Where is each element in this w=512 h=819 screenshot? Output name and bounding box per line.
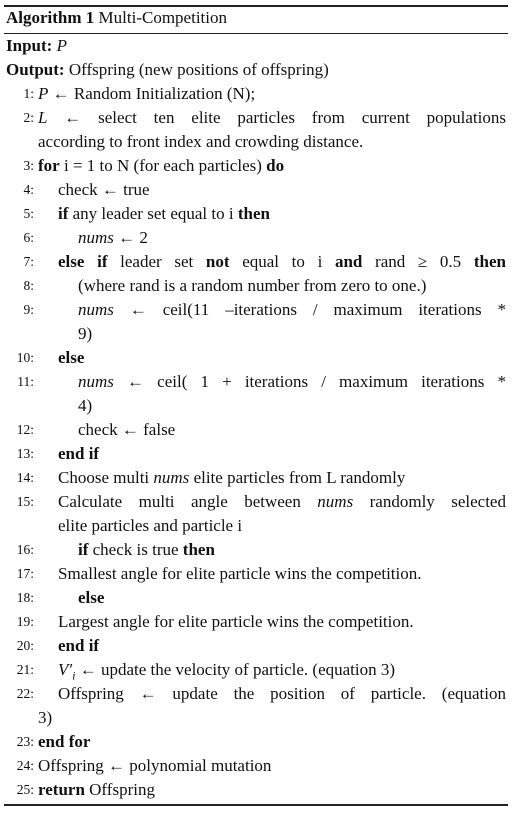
- keyword: if: [58, 204, 69, 223]
- line-text: [78, 419, 175, 441]
- line-number: 9:: [23, 302, 34, 317]
- line-text: [58, 203, 270, 225]
- line-number: 4:: [23, 182, 34, 197]
- input-value: P: [56, 36, 67, 55]
- line-text: [78, 395, 92, 417]
- line-fragment: (where rand is a random number from zero to one.): [78, 276, 427, 295]
- math-symbol: nums: [78, 300, 114, 319]
- algorithm-line: [0, 491, 512, 515]
- line-text: [38, 107, 506, 129]
- line-fragment: check ← false: [78, 420, 176, 439]
- line-fragment: ← select ten elite particles from current populations: [47, 108, 506, 127]
- line-fragment: check is true: [88, 540, 183, 559]
- keyword: else: [78, 588, 105, 607]
- algorithm-line: [0, 83, 512, 107]
- line-number: 20:: [16, 638, 34, 653]
- line-fragment: according to front index and crowding distance.: [38, 132, 364, 151]
- line-number: 22:: [16, 686, 34, 701]
- keyword: then: [237, 204, 270, 223]
- math-symbol: L: [38, 108, 48, 127]
- math-symbol: V′: [58, 660, 73, 679]
- algorithm-line: [0, 155, 512, 179]
- line-fragment: 3): [38, 708, 53, 727]
- keyword: else: [58, 348, 85, 367]
- line-text: [78, 539, 215, 561]
- line-number: 15:: [16, 494, 34, 509]
- line-text: [58, 347, 84, 369]
- algorithm-line: [0, 419, 512, 443]
- line-number: 12:: [16, 422, 34, 437]
- algorithm-line: [0, 227, 512, 251]
- line-text: [58, 443, 99, 465]
- line-text: [78, 299, 506, 321]
- line-number: 18:: [16, 590, 34, 605]
- line-text: [38, 731, 90, 753]
- keyword: and: [334, 252, 363, 271]
- algorithm-line: [0, 323, 512, 347]
- line-fragment: Choose multi: [58, 468, 154, 487]
- keyword: end if: [58, 444, 100, 463]
- algorithm-line: [0, 779, 512, 803]
- keyword: return: [38, 780, 85, 799]
- algorithm-line: [0, 539, 512, 563]
- algorithm-line: [0, 395, 512, 419]
- line-fragment: Calculate multi angle between: [58, 492, 318, 511]
- algorithm-line: [0, 563, 512, 587]
- algorithm-line: [0, 107, 512, 131]
- line-fragment: equal to i: [229, 252, 335, 271]
- keyword: then: [182, 540, 215, 559]
- keyword: not: [205, 252, 230, 271]
- line-text: [38, 779, 155, 801]
- input-label: Input:: [6, 36, 53, 55]
- line-number: 25:: [16, 782, 34, 797]
- algorithm-caption: [0, 7, 512, 31]
- line-number: 1:: [23, 86, 34, 101]
- line-fragment: Largest angle for elite particle wins the competition.: [58, 612, 414, 631]
- line-fragment: Offspring ← polynomial mutation: [38, 756, 272, 775]
- line-text: [38, 131, 363, 153]
- line-number: 11:: [17, 374, 34, 389]
- output-value: Offspring (new positions of offspring): [68, 60, 329, 79]
- line-number: 19:: [16, 614, 34, 629]
- input-line: [0, 35, 512, 59]
- line-fragment: any leader set equal to i: [68, 204, 238, 223]
- line-number: 14:: [16, 470, 34, 485]
- line-text: [58, 611, 414, 633]
- keyword: if: [78, 540, 89, 559]
- algorithm-line: [0, 203, 512, 227]
- math-symbol: nums: [153, 468, 190, 487]
- algorithm-line: [0, 131, 512, 155]
- line-number: 2:: [23, 110, 34, 125]
- line-fragment: ← ceil(11 –iterations / maximum iterations *: [113, 300, 506, 319]
- output-line: [0, 59, 512, 83]
- line-text: [38, 755, 271, 777]
- algorithm-line: [0, 515, 512, 539]
- math-symbol: i: [72, 668, 76, 683]
- line-number: 3:: [23, 158, 34, 173]
- line-fragment: 9): [78, 324, 93, 343]
- line-text: [58, 491, 506, 513]
- algorithm-line: [0, 707, 512, 731]
- line-number: 17:: [16, 566, 34, 581]
- line-number: 13:: [16, 446, 34, 461]
- line-text: [58, 683, 506, 705]
- line-text: [38, 707, 52, 729]
- keyword: then: [473, 252, 506, 271]
- line-number: 6:: [23, 230, 34, 245]
- output-label: Output:: [6, 60, 65, 79]
- line-text: [58, 467, 405, 489]
- math-symbol: nums: [78, 372, 114, 391]
- keyword: do: [266, 156, 285, 175]
- line-fragment: check ← true: [58, 180, 150, 199]
- line-text: [38, 155, 284, 177]
- line-text: [78, 275, 426, 297]
- line-fragment: elite particles and particle i: [58, 516, 243, 535]
- line-number: 7:: [23, 254, 34, 269]
- line-fragment: Offspring: [84, 780, 155, 799]
- line-number: 24:: [16, 758, 34, 773]
- algorithm-line: [0, 683, 512, 707]
- algorithm-line: [0, 179, 512, 203]
- line-number: 8:: [23, 278, 34, 293]
- line-fragment: i = 1 to N (for each particles): [59, 156, 267, 175]
- line-fragment: elite particles from L randomly: [189, 468, 406, 487]
- line-fragment: 4): [78, 396, 93, 415]
- algorithm-line: [0, 635, 512, 659]
- caption-label: Algorithm 1: [6, 8, 95, 27]
- line-number: 10:: [16, 350, 34, 365]
- line-text: [58, 563, 422, 585]
- line-fragment: ← update the velocity of particle. (equation 3): [75, 660, 396, 679]
- algorithm-line: [0, 467, 512, 491]
- keyword: for: [38, 156, 60, 175]
- line-text: [78, 323, 92, 345]
- line-number: 21:: [16, 662, 34, 677]
- algorithm-line: [0, 275, 512, 299]
- line-text: [58, 251, 506, 273]
- algorithm-line: [0, 611, 512, 635]
- line-text: [58, 179, 150, 201]
- algorithm-line: [0, 755, 512, 779]
- line-text: [58, 635, 99, 657]
- algorithm-line: [0, 371, 512, 395]
- line-fragment: ← ceil( 1 + iterations / maximum iterations *: [113, 372, 506, 391]
- algorithm-line: [0, 251, 512, 275]
- line-fragment: ← Random Initialization (N);: [48, 84, 256, 103]
- line-fragment: ← 2: [113, 228, 148, 247]
- math-symbol: P: [38, 84, 49, 103]
- keyword: else if: [58, 252, 108, 271]
- caption-rule: [4, 33, 508, 34]
- line-fragment: Offspring ← update the position of particle. (equation: [58, 684, 506, 703]
- line-fragment: randomly selected: [353, 492, 506, 511]
- math-symbol: nums: [317, 492, 354, 511]
- line-text: [78, 371, 506, 393]
- line-fragment: leader set: [107, 252, 206, 271]
- line-fragment: Smallest angle for elite particle wins the competition.: [58, 564, 422, 583]
- line-text: [38, 83, 255, 105]
- line-fragment: rand ≥ 0.5: [362, 252, 474, 271]
- algorithm-line: [0, 659, 512, 683]
- line-number: 23:: [16, 734, 34, 749]
- algorithm-line: [0, 299, 512, 323]
- line-text: [78, 587, 104, 609]
- algorithm-line: [0, 731, 512, 755]
- math-symbol: nums: [78, 228, 114, 247]
- line-text: [78, 227, 148, 249]
- caption-title: Multi-Competition: [98, 8, 227, 27]
- line-number: 5:: [23, 206, 34, 221]
- line-text: [58, 515, 242, 537]
- algorithm-line: [0, 347, 512, 371]
- line-number: 16:: [16, 542, 34, 557]
- algorithm-line: [0, 587, 512, 611]
- keyword: end for: [38, 732, 91, 751]
- keyword: end if: [58, 636, 100, 655]
- algorithm-line: [0, 443, 512, 467]
- bottom-rule: [4, 804, 508, 806]
